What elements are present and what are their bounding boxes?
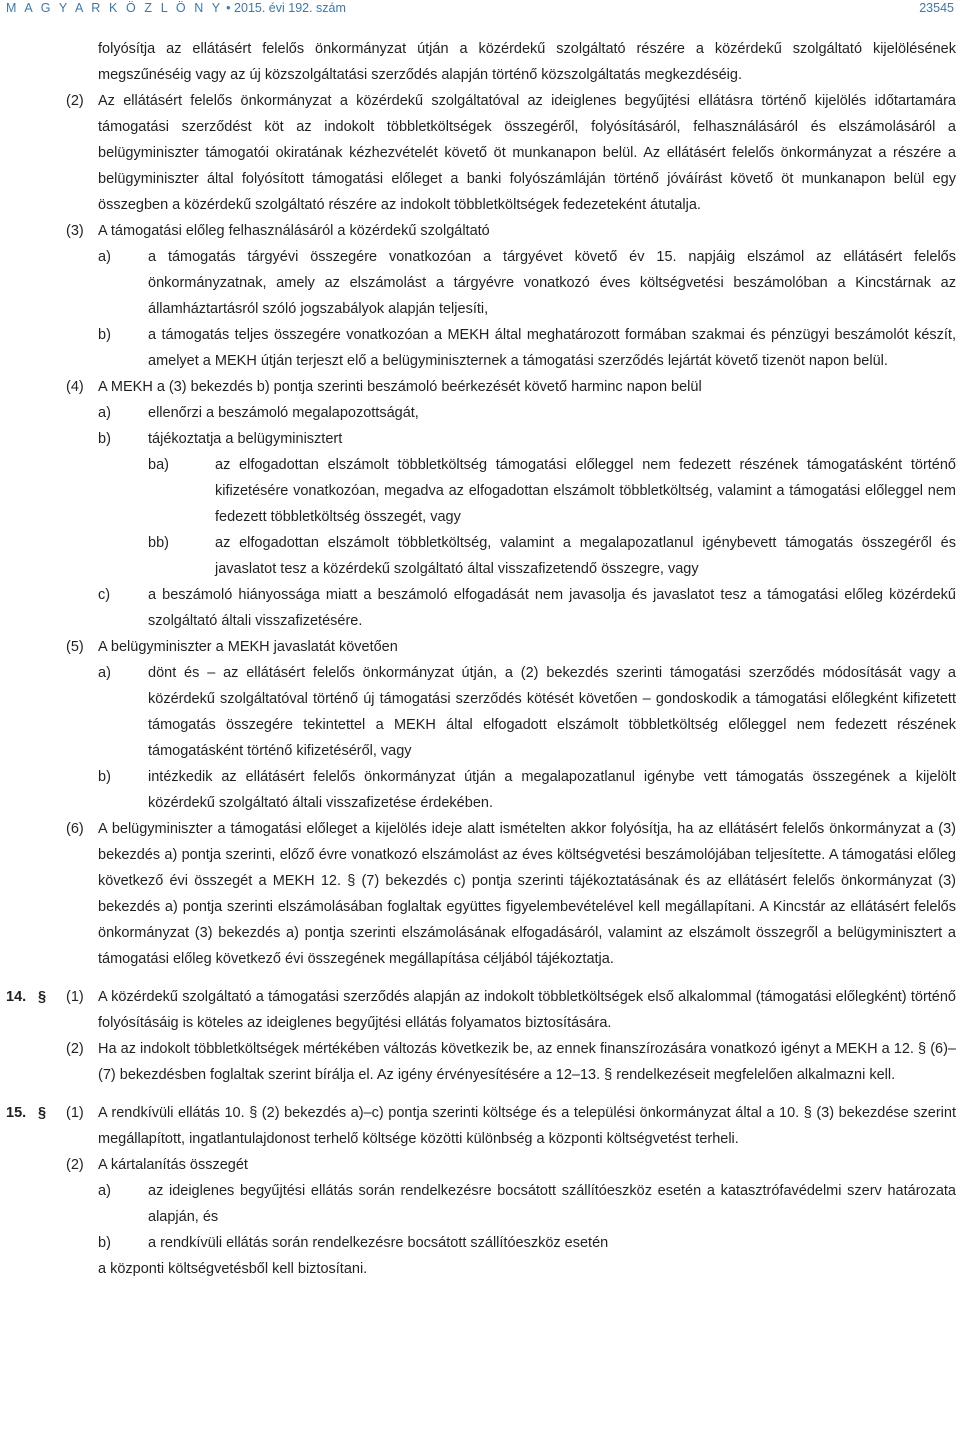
section-sign: § <box>38 989 47 1005</box>
paragraph-5 <box>66 634 960 660</box>
point-text: a rendkívüli ellátás során rendelkezésre bocsátott szállítóeszköz esetén <box>148 1235 609 1251</box>
subpoint-label: bb) <box>148 535 169 551</box>
subpoint-text: az elfogadottan elszámolt többletköltség, valamint a megalapozatlanul igénybevett támogatás összegéről és javaslatot tesz a közérdekű szolgáltató által visszafizetendő összegre, vagy <box>215 535 956 577</box>
paragraph-number: (2) <box>66 93 84 109</box>
point-label: b) <box>98 431 111 447</box>
paragraph-number: (2) <box>66 1157 84 1173</box>
point-4c <box>98 582 960 634</box>
s15-paragraph-1 <box>66 1100 960 1152</box>
paragraph-text: A belügyminiszter a MEKH javaslatát követően <box>98 639 398 655</box>
paragraph-text: A közérdekű szolgáltató a támogatási szerződés alapján az indokolt többletköltségek első alkalommal (támogatási előlegként) történő folyósításáig is köteles az ideiglenes begyűjtési ellátás folyamatos biztosítására. <box>98 989 956 1031</box>
point-label: b) <box>98 1235 111 1251</box>
point-3a <box>98 244 960 322</box>
paragraph-2 <box>66 88 960 218</box>
point-label: a) <box>98 249 111 265</box>
point-4a <box>98 400 960 426</box>
paragraph-number: (2) <box>66 1041 84 1057</box>
paragraph-text: A kártalanítás összegét <box>98 1157 248 1173</box>
point-text: intézkedik az ellátásért felelős önkormányzat útján a megalapozatlanul igénybe vett támogatás összegének a kijelölt közérdekű szolgáltató általi visszafizetése érdekében. <box>148 769 956 811</box>
s15-point-2b <box>98 1230 960 1256</box>
point-label: b) <box>98 327 111 343</box>
paragraph-number: (3) <box>66 223 84 239</box>
paragraph-number: (5) <box>66 639 84 655</box>
point-label: c) <box>98 587 111 603</box>
subpoint-label: ba) <box>148 457 169 473</box>
paragraph-text: Ha az indokolt többletköltségek mértékében változás következik be, az ennek finanszírozására vonatkozó igényt a MEKH a 12. § (6)–(7) bekezdésben foglaltak szerint bírálja el. Az igény érvényesítésére a 12–13. § rendelkezéseit megfelelően alkalmazni kell. <box>98 1041 956 1083</box>
point-5a <box>98 660 960 764</box>
point-label: a) <box>98 405 111 421</box>
publication-name: M A G Y A R K Ö Z L Ö N Y <box>6 1 223 15</box>
paragraph-number: (1) <box>66 989 84 1005</box>
point-text: a beszámoló hiányossága miatt a beszámoló elfogadását nem javasolja és javaslatot tesz a támogatási előleg közérdekű szolgáltató általi visszafizetésére. <box>148 587 956 629</box>
paragraph-text: A támogatási előleg felhasználásáról a közérdekű szolgáltató <box>98 223 490 239</box>
point-text: ellenőrzi a beszámoló megalapozottságát, <box>148 405 419 421</box>
subpoint-text: az elfogadottan elszámolt többletköltség támogatási előleggel nem fedezett részének támogatásként történő kifizetésére vonatkozóan, megadva az elfogadottan elszámolt többletköltség, valamint a támogatási előleggel nem fedezett többletköltség összegét, vagy <box>215 457 956 525</box>
s14-paragraph-1 <box>66 984 960 1036</box>
paragraph-6 <box>66 816 960 972</box>
point-text: tájékoztatja a belügyminisztert <box>148 431 343 447</box>
section-sign: § <box>38 1105 47 1121</box>
issue-number: 2015. évi 192. szám <box>234 1 346 15</box>
paragraph-4 <box>66 374 960 400</box>
point-label: a) <box>98 665 111 681</box>
subpoint-4bb <box>148 530 960 582</box>
s14-paragraph-2 <box>66 1036 960 1088</box>
subpoint-4ba <box>148 452 960 530</box>
paragraph-text: A MEKH a (3) bekezdés b) pontja szerinti beszámoló beérkezését követő harminc napon belül <box>98 379 702 395</box>
point-3b <box>98 322 960 374</box>
s15-point-2a <box>98 1178 960 1230</box>
section-number: 14. <box>6 989 27 1005</box>
paragraph-3 <box>66 218 960 244</box>
point-text: dönt és – az ellátásért felelős önkormányzat útján, a (2) bekezdés szerinti támogatási szerződés módosítását vagy a közérdekű szolgáltatóval történő új támogatási szerződés kötését követően – gondoskodik a támogatási előlegként kifizetett támogatás összegére tekintettel a MEKH által elfogadott elszámolt többletköltség előleggel nem fedezett részének támogatásként történő kifizetéséről, vagy <box>148 665 956 759</box>
paragraph-number: (1) <box>66 1105 84 1121</box>
section-15 <box>0 1100 960 1282</box>
point-text: a támogatás teljes összegére vonatkozóan a MEKH által meghatározott formában szakmai és pénzügyi beszámolót készít, amelyet a MEKH útján terjeszt elő a belügyminiszternek a támogatási szerződés lejártát követő tizenöt napon belül. <box>148 327 956 369</box>
section-body <box>0 1100 960 1282</box>
document-body <box>0 36 960 1282</box>
point-4b <box>98 426 960 452</box>
section-14 <box>0 984 960 1088</box>
s15-paragraph-2 <box>66 1152 960 1178</box>
point-label: a) <box>98 1183 111 1199</box>
paragraph-text: A belügyminiszter a támogatási előleget a kijelölés ideje alatt ismételten akkor folyósítja, ha az ellátásért felelős önkormányzat a (3) bekezdés a) pontja szerinti, előző évre vonatkozó elszámolást az éves költségvetési beszámolójában teljesítette. A támogatási előleg következő évi összegét a MEKH 12. § (7) bekezdés c) pontja szerinti tájékoztatásának és az ellátásért felelős önkormányzat (3) bekezdés a) pontja szerinti elszámolásában foglaltak együttes figyelembevételével kell megállapítani. A Kincstár az ellátásért felelős önkormányzat (3) bekezdés a) pontja szerinti elszámolásának elfogadásáról, valamint az elszámolt összegről a belügyminisztert a támogatási előleg következő évi összegének megállapítása céljából tájékoztatja. <box>98 821 956 967</box>
paragraph-text: A rendkívüli ellátás 10. § (2) bekezdés a)–c) pontja szerinti költsége és a települési önkormányzat által a 10. § (3) bekezdése szerint megállapított, ingatlantulajdonost terhelő költsége közötti különbség a központi költségvetést terheli. <box>98 1105 956 1147</box>
header-publication <box>6 0 346 16</box>
point-5b <box>98 764 960 816</box>
header-bullet: • <box>226 1 231 15</box>
section-body <box>0 984 960 1088</box>
section-number: 15. <box>6 1105 27 1121</box>
point-text: az ideiglenes begyűjtési ellátás során rendelkezésre bocsátott szállítóeszköz esetén a katasztrófavédelmi szerv határozata alapján, és <box>148 1183 956 1225</box>
intro-text: folyósítja az ellátásért felelős önkormányzat útján a közérdekű szolgáltató részére a közérdekű szolgáltató kijelölésének megszűnéséig vagy az új közszolgáltatási szerződés alapján történő közszolgáltatás megkezdéséig. <box>98 41 956 83</box>
s15-closing-text: a központi költségvetésből kell biztosítani. <box>98 1261 368 1277</box>
point-label: b) <box>98 769 111 785</box>
page-header <box>0 0 960 18</box>
point-text: a támogatás tárgyévi összegére vonatkozóan a tárgyévet követő év 15. napjáig elszámol az ellátásért felelős önkormányzatnak, amely az elszámolást a tárgyévre vonatkozó éves költségvetési beszámolóban a Kincstárnak az államháztartásról szóló jogszabályok alapján teljesíti, <box>148 249 956 317</box>
paragraph-text: Az ellátásért felelős önkormányzat a közérdekű szolgáltatóval az ideiglenes begyűjtési ellátásra történő kijelölés időtartamára támogatási szerződést köt az indokolt többletköltségek összegéről, folyósításáról, felhasználásáról és elszámolásáról a belügyminiszter támogatói okiratának kézhezvételét követő öt munkanapon belül. Az ellátásért felelős önkormányzat a részére a belügyminiszter által folyósított támogatási előleget a banki folyószámláján történő jóváírást követő öt munkanapon belül egy összegben a közérdekű szolgáltató részére az indokolt többletköltségek fedezeteként átutalja. <box>98 93 956 213</box>
page-number: 23545 <box>919 1 954 15</box>
paragraph-number: (6) <box>66 821 84 837</box>
paragraph-number: (4) <box>66 379 84 395</box>
